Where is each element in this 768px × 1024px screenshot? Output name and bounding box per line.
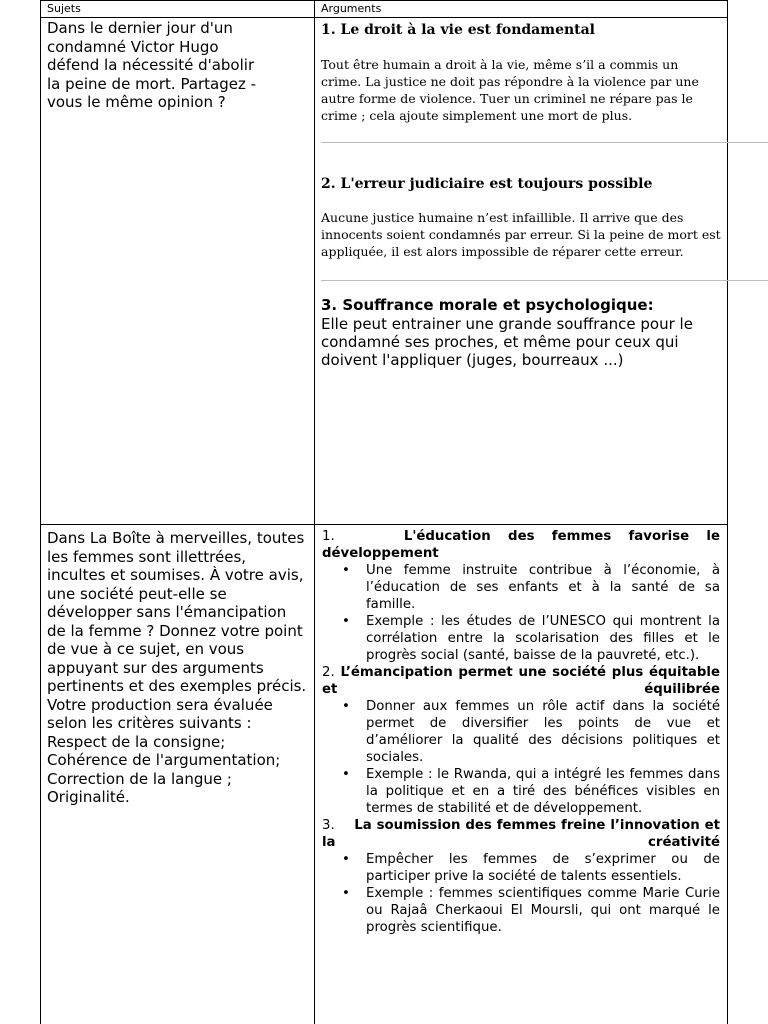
row-divider bbox=[40, 524, 728, 525]
bullet-icon: • bbox=[342, 614, 350, 629]
section-heading bbox=[322, 817, 720, 851]
arg-separator bbox=[321, 142, 768, 143]
list-item bbox=[342, 766, 720, 817]
header-arguments: Arguments bbox=[321, 2, 382, 15]
bullet-list bbox=[322, 851, 720, 936]
row2-arguments bbox=[322, 528, 720, 936]
row1-arg3-title: 3. Souffrance morale et psychologique: bbox=[321, 296, 654, 314]
row1-arg1-body: Tout être humain a droit à la vie, même s’il a commis un crime. La justice ne doit pas répondre à la violence par une autre forme de violence. Tuer un criminel ne répare pas le crime ; cela ajoute simplement une mort de plus. bbox=[321, 57, 699, 123]
section-heading bbox=[322, 528, 720, 562]
row1-arg2-body: Aucune justice humaine n’est infaillible. Il arrive que des innocents soient condamnés par erreur. Si la peine de mort est appliquée, il est alors impossible de réparer cette erreur. bbox=[321, 210, 721, 259]
section-title: L'éducation des femmes favorise le développement bbox=[322, 529, 720, 561]
section-number: 3. bbox=[322, 818, 335, 833]
row2-subject: Dans La Boîte à merveilles, toutes les femmes sont illettrées, incultes et soumises. À votre avis, une société peut-elle se développer sans l'émancipation de la femme ? Donnez votre point de vue à ce sujet, en vous appuyant sur des arguments pertinents et des exemples précis. Votre production sera évaluée selon les critères suivants : Respect de la consigne; Cohérence de l'argumentation; Correction de la langue ; Originalité. bbox=[47, 529, 307, 806]
list-item bbox=[342, 698, 720, 766]
header-subjects: Sujets bbox=[47, 2, 81, 15]
table-right-border bbox=[727, 0, 728, 1024]
section-heading bbox=[322, 664, 720, 698]
table-top-border bbox=[40, 0, 728, 1]
row1-arg2-title: 2. L'erreur judiciaire est toujours possible bbox=[321, 176, 653, 192]
list-item bbox=[342, 885, 720, 936]
section-number: 1. bbox=[322, 529, 335, 544]
section-number: 2. bbox=[322, 665, 335, 680]
list-item-text: Empêcher les femmes de s’exprimer ou de participer prive la société de talents essentiels. bbox=[366, 852, 720, 884]
list-item-text: Exemple : femmes scientifiques comme Marie Curie ou Rajaâ Cherkaoui El Moursli, qui ont marqué le progrès scientifique. bbox=[366, 886, 720, 935]
bullet-icon: • bbox=[342, 699, 350, 714]
bullet-icon: • bbox=[342, 563, 350, 578]
list-item-text: Une femme instruite contribue à l’économie, à l’éducation de ses enfants et à la santé de sa famille. bbox=[366, 563, 720, 612]
bullet-list bbox=[322, 562, 720, 664]
bullet-icon: • bbox=[342, 852, 350, 867]
list-item-text: Exemple : les études de l’UNESCO qui montrent la corrélation entre la scolarisation des filles et le progrès social (santé, baisse de la pauvreté, etc.). bbox=[366, 614, 720, 663]
row1-arg3-body: Elle peut entrainer une grande souffrance pour le condamné ses proches, et même pour ceux qui doivent l'appliquer (juges, bourreaux ...) bbox=[321, 315, 693, 369]
list-item-text: Exemple : le Rwanda, qui a intégré les femmes dans la politique et en a tiré des bénéfices visibles en termes de stabilité et de développement. bbox=[366, 767, 720, 816]
section-title: L’émancipation permet une société plus équitable et équilibrée bbox=[322, 665, 720, 697]
list-item bbox=[342, 851, 720, 885]
row1-arg1-title: 1. Le droit à la vie est fondamental bbox=[321, 22, 596, 38]
header-row-border bbox=[40, 17, 728, 18]
section-title: La soumission des femmes freine l’innovation et la créativité bbox=[322, 818, 720, 850]
list-item-text: Donner aux femmes un rôle actif dans la société permet de diversifier les points de vue et d’améliorer la qualité des décisions politiques et sociales. bbox=[366, 699, 720, 765]
list-item bbox=[342, 562, 720, 613]
bullet-list bbox=[322, 698, 720, 817]
bullet-icon: • bbox=[342, 767, 350, 782]
bullet-icon: • bbox=[342, 886, 350, 901]
arg-separator bbox=[321, 280, 768, 281]
column-divider bbox=[314, 0, 315, 1024]
table-left-border bbox=[40, 0, 41, 1024]
list-item bbox=[342, 613, 720, 664]
row1-subject: Dans le dernier jour d'un condamné Victor Hugo défend la nécessité d'abolir la peine de mort. Partagez - vous le même opinion ? bbox=[47, 19, 257, 111]
